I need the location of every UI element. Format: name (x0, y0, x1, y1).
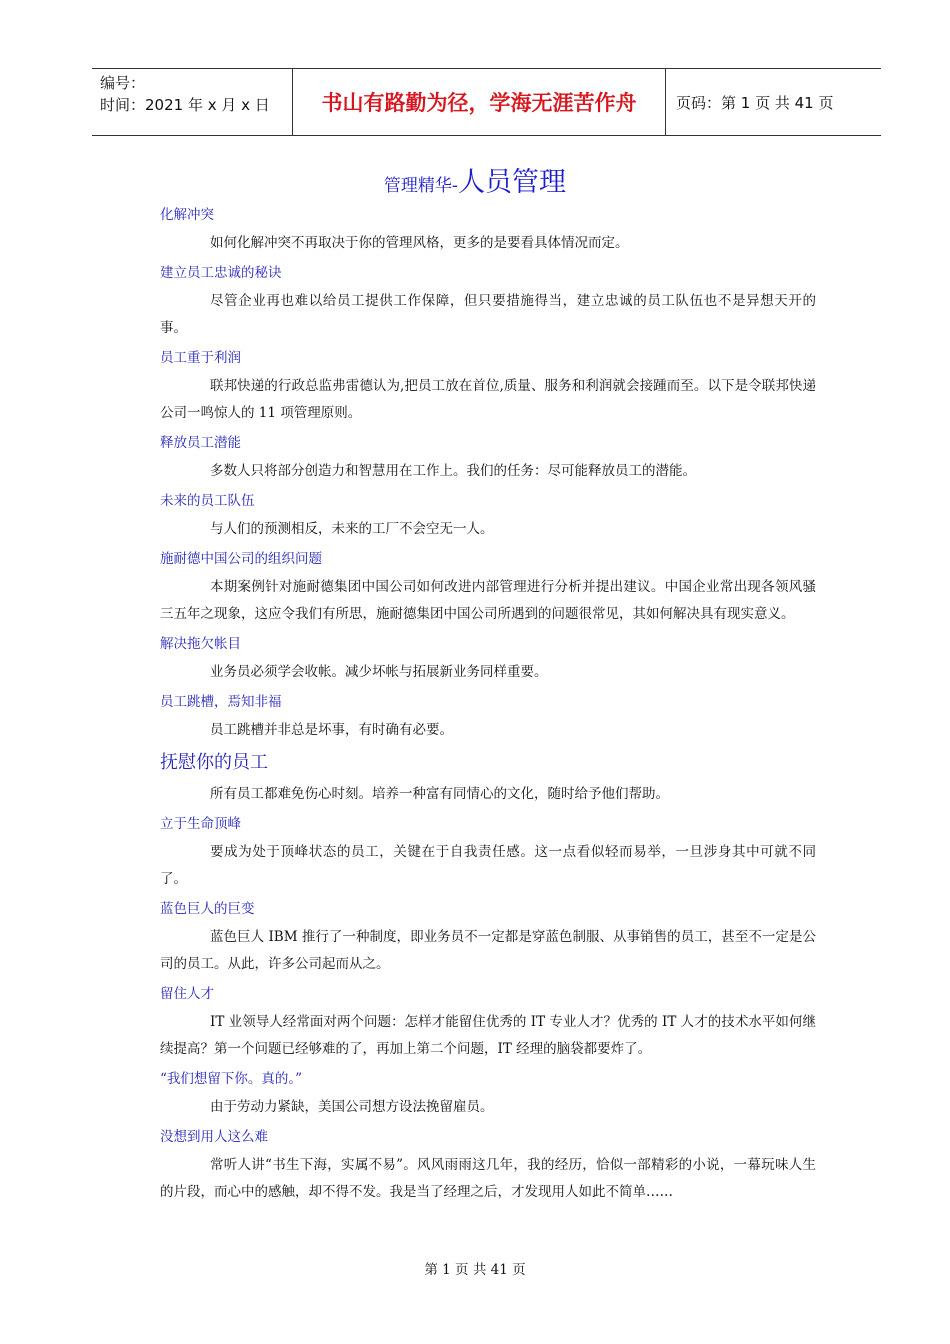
page-header (92, 68, 881, 136)
section-heading-link[interactable]: 施耐德中国公司的组织问题 (160, 551, 322, 567)
article-list (160, 203, 816, 1210)
header-meta (92, 69, 293, 135)
time-label: 时间：2021 年 x 月 x 日 (100, 96, 270, 114)
section-summary: 常听人讲“书生下海，实属不易”。风风雨雨这几年，我的经历，恰似一部精彩的小说，一幕玩味人生的片段，而心中的感触，却不得不发。我是当了经理之后，才发现用人如此不简单…… (160, 1157, 816, 1200)
section-heading-link[interactable]: 员工重于利润 (160, 350, 241, 366)
section-heading-link[interactable]: 化解冲突 (160, 207, 214, 223)
title-main: 人员管理 (458, 167, 567, 198)
header-page-label: 页码：第 1 页 共 41 页 (676, 93, 834, 112)
section-summary: 联邦快递的行政总监弗雷德认为,把员工放在首位,质量、服务和利润就会接踵而至。以下是令联邦快递公司一鸣惊人的 11 项管理原则。 (160, 378, 816, 421)
section-summary: 要成为处于顶峰状态的员工，关键在于自我责任感。这一点看似轻而易举，一旦涉身其中可就不同了。 (160, 844, 816, 887)
section-summary: 多数人只将部分创造力和智慧用在工作上。我们的任务：尽可能释放员工的潜能。 (210, 463, 696, 479)
section-heading-link[interactable]: 未来的员工队伍 (160, 493, 255, 509)
section-summary: 尽管企业再也难以给员工提供工作保障，但只要措施得当，建立忠诚的员工队伍也不是异想天开的事。 (160, 293, 816, 336)
title-prefix: 管理精华- (383, 176, 459, 196)
section-summary: 所有员工都难免伤心时刻。培养一种富有同情心的文化，随时给予他们帮助。 (210, 786, 669, 802)
page-footer (0, 1258, 950, 1278)
section-summary: 如何化解冲突不再取决于你的管理风格，更多的是要看具体情况而定。 (210, 235, 629, 251)
section-summary: 本期案例针对施耐德集团中国公司如何改进内部管理进行分析并提出建议。中国企业常出现各领风骚三五年之现象，这应令我们有所思，施耐德集团中国公司所遇到的问题很常见，其如何解决具有现实意义。 (160, 579, 816, 622)
header-motto: 书山有路勤为径，学海无涯苦作舟 (293, 69, 666, 135)
section-summary: 与人们的预测相反，未来的工厂不会空无一人。 (210, 521, 494, 537)
section-heading-link[interactable]: 蓝色巨人的巨变 (160, 901, 255, 917)
section-heading-link[interactable]: 留住人才 (160, 986, 214, 1002)
number-label: 编号： (100, 74, 146, 92)
section-heading-link[interactable]: 抚慰你的员工 (160, 752, 268, 773)
footer-page-number: 第 1 页 共 41 页 (424, 1262, 526, 1278)
section-heading-link[interactable]: “我们想留下你。真的。” (160, 1071, 303, 1087)
section-summary: 蓝色巨人 IBM 推行了一种制度，即业务员不一定都是穿蓝色制服、从事销售的员工，甚至不一定是公司的员工。从此，许多公司起而从之。 (160, 929, 816, 972)
section-heading-link[interactable]: 立于生命顶峰 (160, 816, 241, 832)
section-summary: IT 业领导人经常面对两个问题：怎样才能留住优秀的 IT 专业人才？优秀的 IT 人才的技术水平如何继续提高？第一个问题已经够难的了，再加上第二个问题，IT 经理的脑袋都要炸了。 (160, 1014, 816, 1057)
section-summary: 员工跳槽并非总是坏事，有时确有必要。 (210, 722, 453, 738)
section-summary: 业务员必须学会收帐。减少坏帐与拓展新业务同样重要。 (210, 664, 548, 680)
section-heading-link[interactable]: 没想到用人这么难 (160, 1129, 268, 1145)
section-heading-link[interactable]: 解决拖欠帐目 (160, 636, 241, 652)
section-heading-link[interactable]: 释放员工潜能 (160, 435, 241, 451)
document-title (0, 160, 950, 199)
section-summary: 由于劳动力紧缺，美国公司想方设法挽留雇员。 (210, 1099, 494, 1115)
section-heading-link[interactable]: 建立员工忠诚的秘诀 (160, 265, 282, 281)
section-heading-link[interactable]: 员工跳槽，焉知非福 (160, 694, 282, 710)
